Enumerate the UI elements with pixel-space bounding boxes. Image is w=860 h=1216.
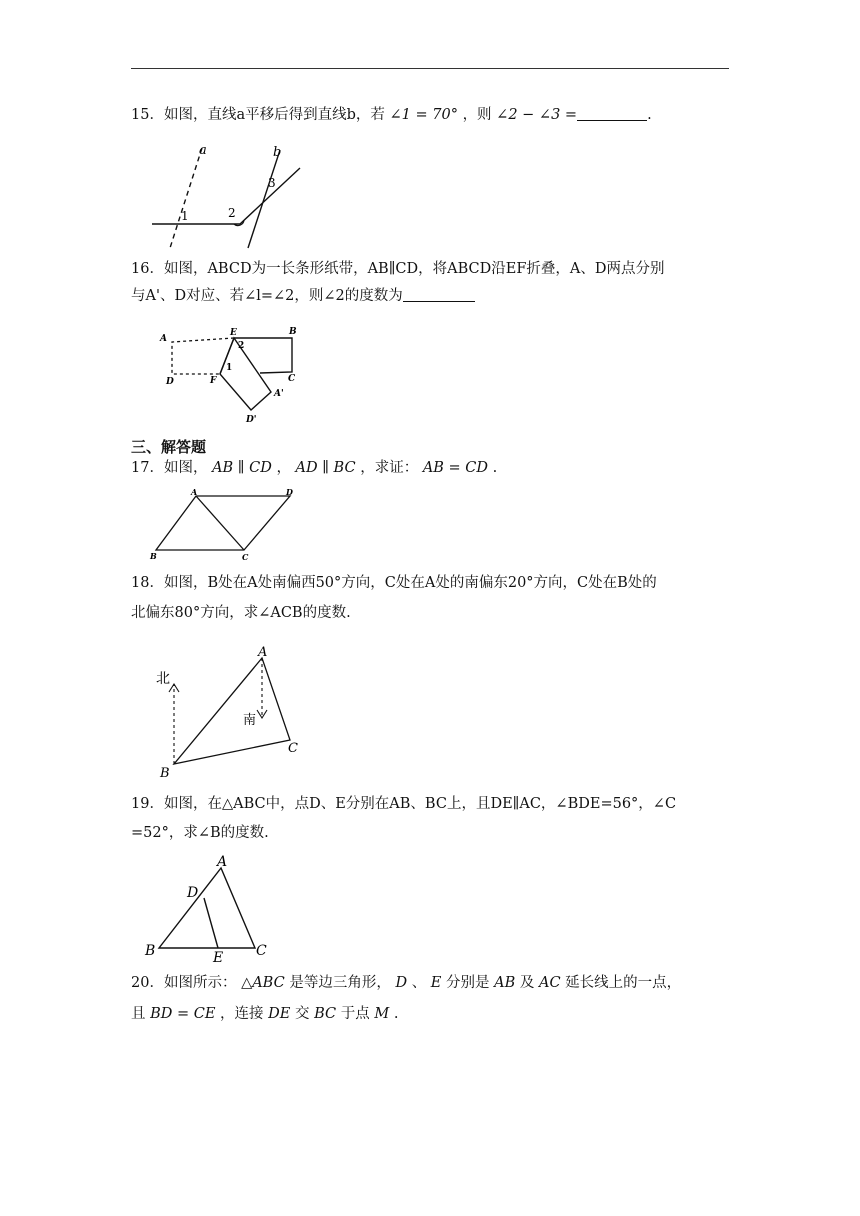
label-B: B	[145, 943, 156, 959]
math-expression: AB = CD	[422, 460, 489, 476]
question-text: 如图所示：	[163, 975, 237, 991]
label-C: C	[288, 741, 298, 756]
question-text: ，求证：	[360, 460, 419, 476]
figure-18-direction-triangle	[150, 640, 310, 780]
question-number: 15．	[131, 107, 164, 123]
question-16	[131, 256, 731, 310]
parallelogram-ABCD	[156, 496, 290, 550]
question-19	[131, 791, 731, 847]
label-A: A	[191, 487, 198, 497]
label-E: E	[230, 328, 237, 338]
figure-16-folded-strip	[158, 322, 308, 426]
label-A-prime: A'	[274, 389, 284, 399]
question-text: =52°，求∠B的度数.	[131, 825, 269, 841]
question-text: 于点	[340, 1006, 370, 1022]
question-text: 如图，B处在A处南偏西50°方向，C处在A处的南偏东20°方向，C处在B处的	[163, 575, 657, 591]
math-expression: △ABC	[241, 975, 285, 991]
question-text: 如图，在△ABC中，点D、E分别在AB、BC上，且DE∥AC，∠BDE=56°，∠C	[163, 796, 677, 812]
question-text: 分别是	[446, 975, 490, 991]
label-B: B	[160, 766, 170, 781]
math-expression: AB ∥ CD	[212, 460, 272, 476]
segment-DE	[204, 898, 218, 948]
question-text: 是等边三角形，	[289, 975, 391, 991]
math-expression: ∠2 − ∠3 =	[496, 107, 578, 123]
period: .	[647, 107, 652, 123]
label-B: B	[289, 327, 297, 337]
question-number: 18．	[131, 575, 164, 591]
label-A: A	[217, 854, 228, 870]
label-angle-2: 2	[228, 206, 236, 220]
label-angle-1: 1	[226, 363, 233, 373]
answer-blank	[403, 285, 475, 302]
label-E: E	[213, 950, 224, 966]
label-A: A	[160, 334, 167, 344]
question-text: 如图，	[163, 460, 208, 476]
label-D: D	[166, 377, 174, 387]
label-north: 北	[156, 671, 170, 687]
question-text: 与A'、D对应、若∠l=∠2，则∠2的度数为	[131, 288, 403, 304]
label-angle-1: 1	[181, 209, 189, 223]
label-D-prime: D'	[246, 415, 257, 425]
line-a	[170, 148, 202, 248]
question-text: 延长线上的一点，	[565, 975, 682, 991]
label-B: B	[150, 551, 157, 561]
question-20	[131, 970, 731, 1028]
math-expression: AB	[494, 975, 516, 991]
math-expression: D	[395, 975, 408, 991]
math-expression: M	[374, 1006, 390, 1022]
question-18	[131, 570, 731, 627]
label-A: A	[258, 645, 268, 660]
diagonal-AC	[196, 496, 244, 550]
math-expression: DE	[268, 1006, 291, 1022]
question-text: 如图，ABCD为一长条形纸带，AB∥CD，将ABCD沿EF折叠，A、D两点分别	[163, 261, 665, 277]
question-15	[131, 102, 731, 129]
answer-blank	[577, 104, 647, 121]
question-text: ，连接	[220, 1006, 264, 1022]
figure-15-parallel-lines	[148, 140, 308, 252]
transversal	[152, 168, 300, 224]
folded-part-dashed	[172, 338, 234, 374]
section-title: 三、解答题	[131, 438, 207, 456]
math-expression: AD ∥ BC	[295, 460, 356, 476]
header-rule	[131, 68, 729, 69]
label-D: D	[187, 885, 199, 901]
label-C: C	[242, 552, 249, 562]
period: .	[393, 1006, 399, 1022]
math-expression: ∠1 = 70°	[389, 107, 458, 123]
question-17	[131, 455, 731, 482]
folded-flap	[220, 338, 271, 410]
period: .	[492, 460, 498, 476]
label-C: C	[288, 374, 296, 384]
question-text: 且	[131, 1006, 146, 1022]
question-text: 、	[411, 975, 427, 991]
math-expression: E	[430, 975, 442, 991]
math-expression: BD = CE	[150, 1006, 216, 1022]
question-text: 如图，直线a平移后得到直线b，若	[163, 107, 385, 123]
question-text: 北偏东80°方向，求∠ACB的度数.	[131, 605, 351, 621]
line-b	[248, 150, 280, 248]
label-a: a	[199, 143, 207, 158]
question-text: 交	[294, 1006, 310, 1022]
figure-19-triangle	[145, 852, 275, 966]
math-expression: BC	[314, 1006, 337, 1022]
question-number: 17．	[131, 460, 164, 476]
separator: ，	[276, 460, 291, 476]
label-south: 南	[243, 713, 257, 728]
label-C: C	[256, 943, 267, 959]
question-text: 及	[519, 975, 535, 991]
question-text: ，则	[462, 107, 492, 123]
question-number: 16．	[131, 261, 164, 277]
label-angle-3: 3	[268, 176, 276, 190]
question-number: 20．	[131, 975, 164, 991]
label-b: b	[273, 145, 282, 160]
label-D: D	[286, 487, 293, 497]
question-number: 19．	[131, 796, 164, 812]
label-angle-2: 2	[238, 341, 245, 351]
math-expression: AC	[538, 975, 561, 991]
figure-17-parallelogram	[148, 486, 298, 564]
label-F: F	[210, 376, 217, 386]
triangle-ABC	[174, 658, 290, 764]
